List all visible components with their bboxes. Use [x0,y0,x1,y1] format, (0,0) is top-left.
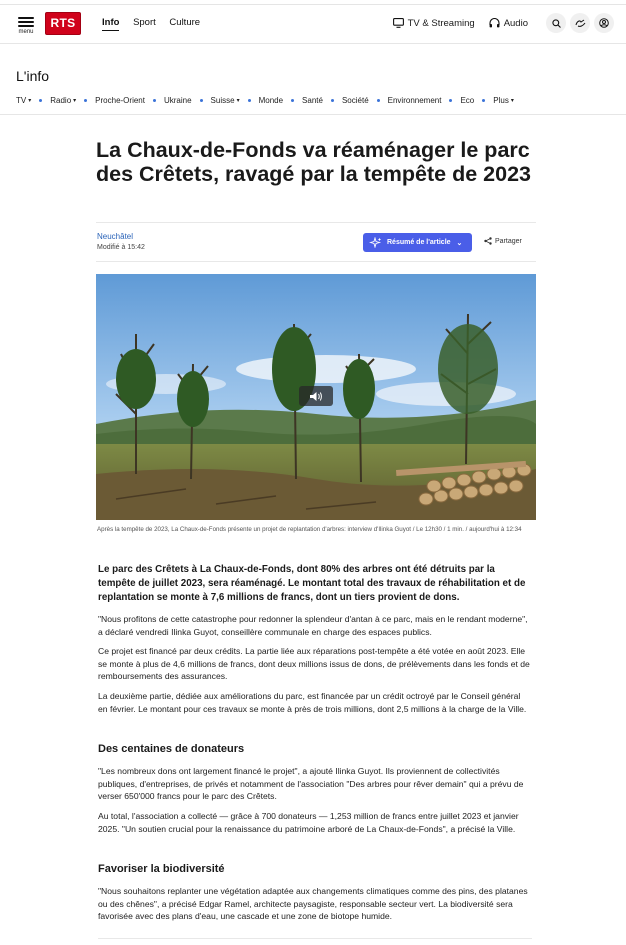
site-header [0,6,626,44]
section-title[interactable]: L'info [16,68,50,84]
divider [98,938,532,939]
section-subnav [16,96,616,105]
divider [96,222,536,223]
article-paragraph: Ce projet est financé par deux crédits. La partie liée aux réparations post-tempête a été votée en août 2023. Elle se monte à plus de 4,6 millions de francs, dont deux millions issus de dons, de prélèvements dans les fonds et de remboursements des assurances. [98,646,530,682]
menu-button[interactable] [15,14,37,40]
unmute-button[interactable] [299,386,333,406]
tv-icon [393,18,404,28]
subnav-tv[interactable]: TV ▾ [16,96,32,105]
sign-language-button[interactable] [570,13,590,33]
right-nav [393,13,614,33]
article-paragraph: Au total, l'association a collecté — grâce à 700 donateurs — 1,253 million de francs entre juillet 2023 et janvier 2025. "Un soutien crucial pour la renaissance du patrimoine arboré de La Chaux-de-Fonds", a précisé la Ville. [98,811,519,834]
nav-info[interactable]: Info [102,17,119,31]
subnav-plus[interactable]: Plus ▾ [493,96,514,105]
search-button[interactable] [546,13,566,33]
divider [0,114,626,115]
account-button[interactable] [594,13,614,33]
headphones-icon [489,18,500,28]
search-icon [552,19,561,28]
share-label: Partager [495,237,522,245]
caret-down-icon: ▾ [73,98,77,104]
main-nav [102,17,211,28]
chevron-down-icon: ⌄ [456,239,463,247]
caret-down-icon: ▾ [510,98,514,104]
tv-streaming-label: TV & Streaming [407,17,475,29]
article-paragraph: "Nous souhaitons replanter une végétation adaptée aux changements climatiques comme des pins, des platanes ou des chênes", a précisé Edgar Ramel, architecte paysagiste, responsable secteur vert. La biodiversité sera favorisée avec des plans d'eau, une cascade et une zone de biotope humide. [98,886,528,922]
subnav-suisse[interactable]: Suisse ▾ [210,96,240,105]
hamburger-icon [18,17,34,19]
subnav-societe[interactable]: Société [341,96,369,105]
subnav-ukraine[interactable]: Ukraine [163,96,192,105]
article-paragraph: "Nous profitons de cette catastrophe pour redonner la splendeur d'antan à ce parc, mais en le rendant moderne", a déclaré vendredi Ilinka Guyot, conseillère communale en charge des espaces publics. [98,614,528,637]
article-lead: Le parc des Crêtets à La Chaux-de-Fonds, dont 80% des arbres ont été détruits par la tempête de juillet 2023, sera réaménagé. Le montant total des travaux de réhabilitation et de replantation se monte à 7,6 millions de francs, dont un tiers provient de dons. [98,564,526,603]
speaker-icon [309,391,323,402]
article-title: La Chaux-de-Fonds va réaménager le parc des Crêtets, ravagé par la tempête de 2023 [96,138,531,186]
article-subheading: Des centaines de donateurs [98,743,245,755]
divider [96,261,536,262]
rts-logo[interactable]: RTS [45,12,81,35]
article-paragraph: La deuxième partie, dédiée aux améliorations du parc, est financée par un crédit octroyé par le Conseil général en février. Le montant pour ces travaux se monte à près de trois millions, dont 2,5 millions à la charge de la Ville. [98,691,527,714]
nav-culture[interactable]: Culture [169,17,201,28]
top-border [0,0,626,5]
account-icon [599,18,609,28]
subnav-eco[interactable]: Eco [460,96,475,105]
audio-label: Audio [503,17,528,29]
article-category[interactable]: Neuchâtel [97,232,134,241]
summary-button-label: Résumé de l'article [387,239,451,246]
audio-link[interactable] [489,18,528,29]
subnav-monde[interactable]: Monde [258,96,284,105]
caret-down-icon: ▾ [236,98,240,104]
subnav-environnement[interactable]: Environnement [387,96,442,105]
share-button[interactable] [484,237,522,245]
article-modified-time: Modifié à 15:42 [97,244,145,251]
sparkle-icon [369,237,382,248]
photo-caption: Après la tempête de 2023, La Chaux-de-Fonds présente un projet de replantation d'arbres: interview d'Ilinka Guyot / Le 12h30 / 1 min. / aujourd'hui à 12:34 [97,526,522,533]
sign-language-icon [575,19,586,28]
subnav-sante[interactable]: Santé [302,96,323,105]
article-subheading: Favoriser la biodiversité [98,863,225,875]
article-summary-button[interactable] [363,233,472,252]
tv-streaming-link[interactable] [393,18,475,29]
subnav-proche-orient[interactable]: Proche-Orient [95,96,145,105]
caret-down-icon: ▾ [28,98,32,104]
subnav-radio[interactable]: Radio ▾ [50,96,77,105]
menu-label: menu [18,29,34,35]
article-paragraph: "Les nombreux dons ont largement financé le projet", a ajouté Ilinka Guyot. Ils proviennent de collectivités publiques, d'entreprises, de privés et notamment de l'association "Des arbres pour rêver demain" qui a prévu de verser 650'000 francs pour le parc des Crêtets. [98,766,524,802]
share-icon [484,237,492,245]
nav-sport[interactable]: Sport [133,17,156,28]
